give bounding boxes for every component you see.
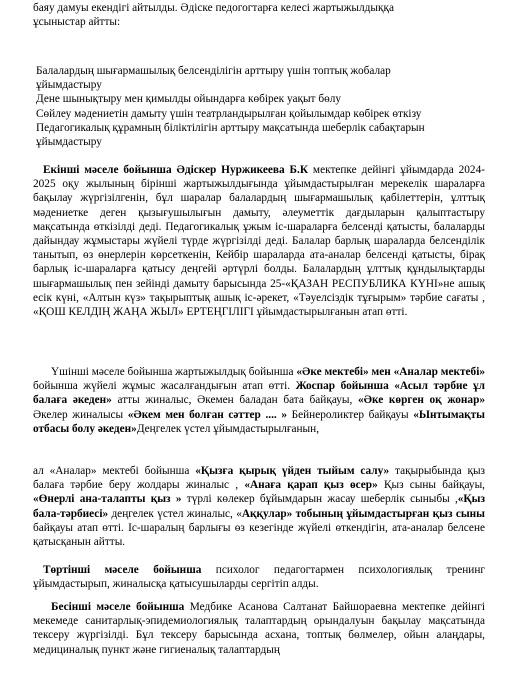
fourth-issue-lead: Төртінші мәселе бойынша (43, 564, 202, 576)
third-issue-text-6: Деңгелек үстел ұйымдастырылғанын, (136, 422, 320, 435)
second-issue-lead: Екінші мәселе бойынша Әдіскер Нуржикеева Б.К (43, 164, 309, 176)
fathers-moments-title: «Әкем мен болған сәттер .... » (127, 408, 288, 421)
mothers-school-paragraph (33, 464, 485, 549)
united-family-title: «Ынтымақты отбасы болу әкеден» (33, 408, 485, 435)
swans-group-title: Аққулар» тобының ұйымдастырған қыз сыны (241, 507, 485, 520)
mothers-text-2: тақырыбында қыз балаға тәрбие беру жолдары жиналыс , (33, 465, 485, 492)
third-issue-paragraph (33, 365, 485, 436)
fourth-issue-body: психолог педагогтармен психологиялық тренинг ұйымдастырып, жиналысқа қатысушыларды сергітіп алды. (33, 564, 485, 591)
second-issue-body: мектепке дейінгі ұйымдарда 2024-2025 оқу жылының бірінші жартыжылдығында ұйымдастырылған мерекелік шараларға бақылау жүргізілгенін, бұл шаралар балалардың шығармашылық қабілеттерін, ұлттық мәдениетке деген қызығушылығын дамыту, әлеуметтік дағдыларын қалыптастыру мақсатында өткізілді деді. Педагогикалық ұжым іс-шараларға белсенді қатысты, балаларды дайындау жұмыстары жүйелі түрде жүргізілді деді. Балалар барлық шараларда белсенділік танытып, өз өнерлерін көрсеткенін, Кейбір шараларда ата-аналар белсенді қатысты, бірақ барлық іс-шараларға қатысу деңгейі әртүрлі болды. Балалардың ұлттық құндылықтарды шығармашылық пен зейінді дамыту барысында 25-«ҚАЗАН РЕСПУБЛИКА КҮНІ»не ашық есік күні, «Алтын күз» тақырыптық ашық іс-әрекет, «Тәуелсіздік тұғырым» тәрбие сағаты , «ҚОШ КЕЛДІҢ ЖАҢА ЖЫЛ» ЕРТЕҢГІЛІГІ ұйымдастырылғанын атап өтті. (33, 164, 485, 319)
third-issue-text-3: атты жиналыс, Әкемен баладан бата байқауы, (111, 394, 359, 407)
intro-line-2: ұсыныстар айтты: (33, 16, 121, 29)
mothers-text-6: байқауы атап өтті. Іс-шаралың барлығы өз кезегінде жүйелі өткендігін, ата-аналар белсене қатысқанын айтты. (33, 521, 485, 549)
fifth-issue-body: Медбике Асанова Салтанат Байшораевна мектепке дейінгі мекемеде санитарлық-эпидемиологиялық талаптардың орындалуын бақылау мақсатында тексеру жүргізілді. Бұл тексеру барысында асхана, топтық бөлмелер, ойын алаңдары, медициналық пункт және гигиеналық талаптардың (33, 601, 485, 656)
third-issue-text-4: Әкелер жиналысы (33, 408, 128, 421)
third-issue-text-2: бойынша жүйелі жұмыс жасалғандығын атап өтті. (33, 380, 296, 393)
fifth-issue-lead: Бесінші мәселе бойынша (51, 601, 185, 613)
girl-prohibitions-title: «Қызға қырық үйден тыйым салу» (195, 465, 390, 477)
third-issue-text-5: Бейнероликтер байқауы (287, 408, 414, 421)
mothers-text-3: Қыз сыны байқауы, (377, 479, 485, 492)
talented-mother-title: «Өнерлі ана-талапты қыз » (33, 493, 182, 506)
fourth-issue-paragraph (33, 563, 485, 591)
intro-paragraph (33, 1, 473, 29)
fathers-mothers-school: «Әке мектебі» мен «Аналар мектебі» (296, 366, 485, 378)
recommendation-item: Сөйлеу мәдениетін дамыту үшін театрландырылған қойылымдар көбірек өткізу (36, 107, 422, 120)
second-issue-paragraph (33, 163, 485, 319)
recommendation-item: Дене шынықтыру мен қимылды ойындарға көбірек уақыт бөлу (36, 93, 342, 106)
girl-grows-title: «Анаға қарап қыз өсер» (244, 479, 378, 492)
recommendation-item: Педагогикалық құрамның біліктілігін арттыру мақсатында шеберлік сабақтарын ұйымдастыру (36, 121, 425, 149)
girl-upbringing-title: «Қыз бала-тәрбиесі» (33, 493, 485, 520)
fifth-issue-paragraph (33, 600, 485, 657)
intro-line-1: баяу дамуы екендігі айтылды. Әдіске педогогтарға келесі жартыжылдыққа (33, 2, 394, 14)
mothers-text-4: түрлі көлекер бұйымдарын жасау шеберлік сыныбы , (181, 493, 458, 506)
recommendation-item: Балалардың шығармашылық белсенділігін арттыру үшін топтық жобалар ұйымдастыру (36, 65, 391, 92)
recommendations-list (36, 64, 446, 149)
third-issue-text-1: Үшінші мәселе бойынша жартыжылдық бойынша (51, 366, 297, 378)
blessing-contest-title: «Әке көрген оқ жонар» (358, 394, 485, 407)
mothers-text-5: деңгелек үстел жиналыс, « (108, 507, 242, 520)
mothers-text-1: ал «Аналар» мектебі бойынша (33, 465, 196, 477)
plan-meeting-title: Жоспар бойынша «Асыл тәрбие ұл балаға әкеден» (33, 380, 485, 407)
